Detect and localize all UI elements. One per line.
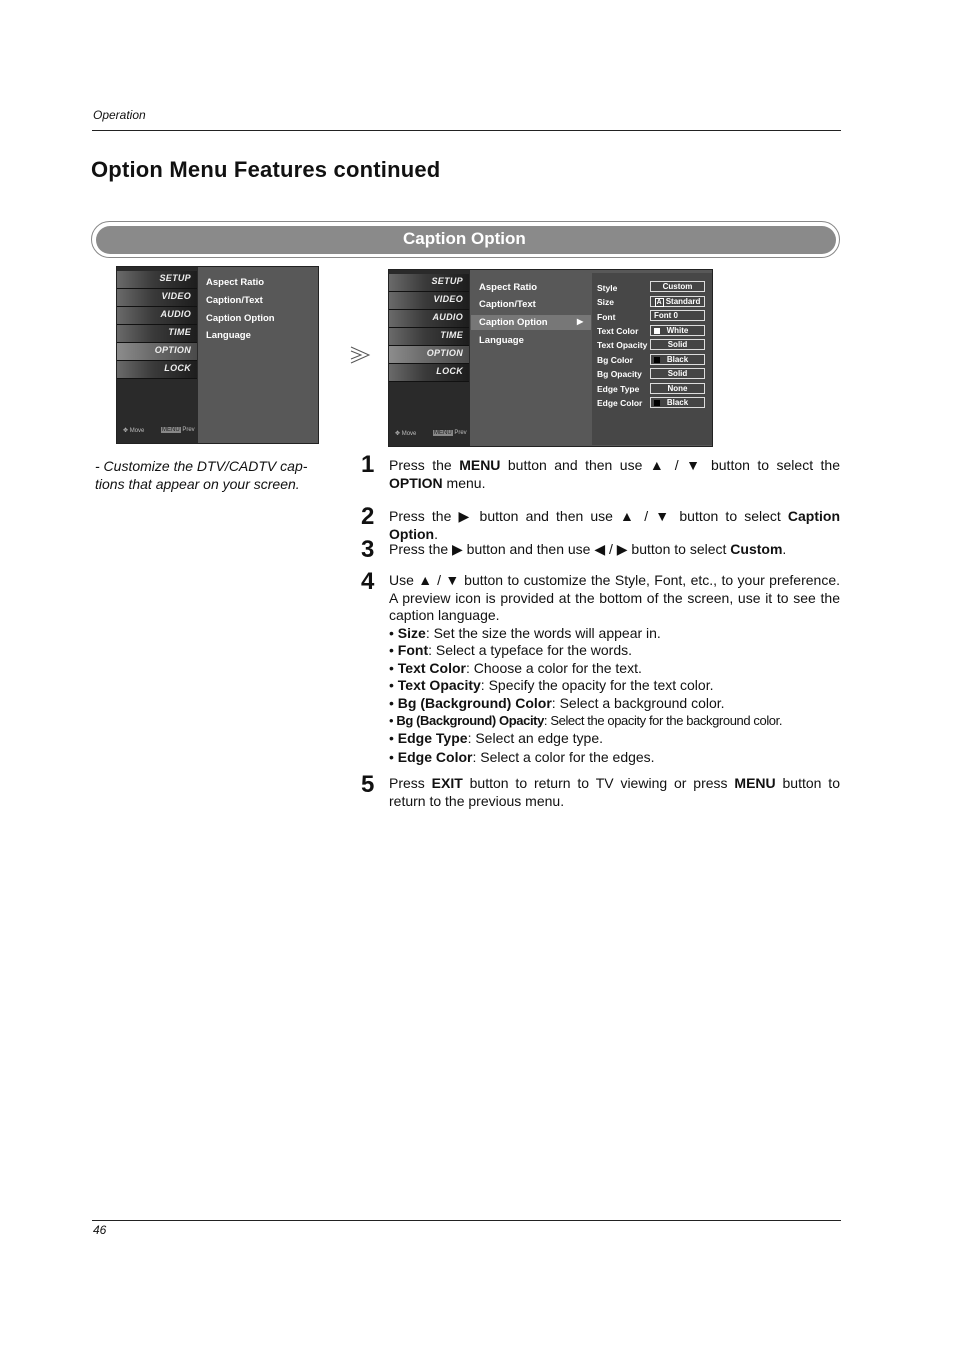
- sidebar-item-audio: AUDIO: [389, 310, 469, 328]
- step-2-text: Press the ▶ button and then use ▲ / ▼ button to select Caption Option.: [389, 508, 840, 542]
- submenu-value-edge-type: None: [650, 383, 705, 394]
- submenu-value-size: A Standard: [650, 296, 705, 307]
- submenu-value-style: Custom: [650, 281, 705, 292]
- sidebar-item-option: OPTION: [117, 343, 197, 361]
- sidebar-item-video: VIDEO: [117, 289, 197, 307]
- sidebar-item-video: VIDEO: [389, 292, 469, 310]
- menu-item-aspect-ratio: Aspect Ratio: [206, 277, 265, 288]
- submenu-label-style: Style: [597, 283, 618, 293]
- osd-sidebar: [117, 267, 198, 443]
- submenu-label-text-color: Text Color: [597, 326, 639, 336]
- list-item: • Text Color: Choose a color for the text.: [389, 659, 642, 676]
- color-swatch: [654, 357, 660, 363]
- submenu-label-edge-color: Edge Color: [597, 398, 643, 408]
- submenu-value-bg-color: Black: [650, 354, 705, 365]
- list-item: • Size: Set the size the words will appear in.: [389, 624, 661, 641]
- page-title: Option Menu Features continued: [91, 157, 441, 182]
- submenu-label-size: Size: [597, 297, 615, 307]
- menu-item-caption-option: Caption Option: [479, 317, 548, 328]
- submenu-label-font: Font: [597, 312, 616, 322]
- step-1-text: Press the MENU button and then use ▲ / ▼ button to select the OPTION menu.: [389, 457, 841, 491]
- text-size-icon: A: [656, 299, 662, 306]
- submenu-value-font: Font 0: [650, 310, 705, 321]
- list-item: • Text Opacity: Specify the opacity for the text color.: [389, 677, 714, 693]
- sidebar-item-audio: AUDIO: [117, 307, 197, 325]
- step-5-text: Press EXIT button to return to TV viewing or press MENU button to return to the previous menu.: [389, 775, 840, 809]
- step-number: 5: [361, 771, 375, 798]
- submenu-value-text-color: White: [650, 325, 705, 336]
- submenu-label-text-opacity: Text Opacity: [597, 340, 648, 350]
- menu-item-caption-text: Caption/Text: [479, 299, 536, 310]
- submenu-label-bg-color: Bg Color: [597, 355, 633, 365]
- list-item: • Bg (Background) Color: Select a background color.: [389, 694, 725, 711]
- step-3-text: Press the ▶ button and then use ◀ / ▶ button to select Custom.: [389, 541, 787, 557]
- sidebar-item-time: TIME: [389, 328, 469, 346]
- move-hint: ✥ Move: [123, 428, 145, 434]
- prev-hint: MENU Prev: [162, 427, 195, 433]
- osd-screen-option-menu: [116, 266, 319, 444]
- sidebar-item-setup: SETUP: [389, 274, 469, 292]
- step-4-intro: Use ▲ / ▼ button to customize the Style, Font, etc., to your preference. A preview icon is provided at the bottom of the screen, use it to see the caption language.: [389, 572, 840, 623]
- footer-rule: [92, 1220, 841, 1221]
- submenu-value-edge-color: Black: [650, 397, 705, 408]
- menu-item-caption-option: Caption Option: [206, 313, 275, 324]
- step-number: 2: [361, 503, 375, 530]
- step-number: 3: [361, 536, 375, 563]
- sidebar-item-lock: LOCK: [389, 364, 469, 382]
- sidebar-item-option: OPTION: [389, 346, 469, 364]
- menu-item-aspect-ratio: Aspect Ratio: [479, 282, 538, 293]
- color-swatch: [654, 400, 660, 406]
- submenu-label-edge-type: Edge Type: [597, 384, 640, 394]
- step-number: 4: [361, 568, 375, 595]
- caption-note: - Customize the DTV/CADTV cap-tions that appear on your screen.: [95, 458, 308, 492]
- menu-item-language: Language: [479, 335, 524, 346]
- prev-hint: MENU Prev: [434, 430, 467, 436]
- menu-item-language: Language: [206, 330, 251, 341]
- menu-item-caption-text: Caption/Text: [206, 295, 263, 306]
- osd-sidebar: [389, 270, 470, 446]
- color-swatch: [654, 328, 660, 334]
- step-4-text: [389, 572, 840, 767]
- move-hint: ✥ Move: [395, 431, 417, 437]
- header-rule: [92, 130, 841, 131]
- page-number: 46: [93, 1223, 107, 1237]
- play-right-icon: ▶: [577, 317, 584, 326]
- chevron-right-icon: [349, 345, 373, 365]
- list-item: • Edge Color: Select a color for the edges.: [389, 749, 655, 765]
- list-item: • Edge Type: Select an edge type.: [389, 729, 603, 746]
- sidebar-item-setup: SETUP: [117, 271, 197, 289]
- section-label: Operation: [93, 108, 146, 122]
- list-item: • Font: Select a typeface for the words.: [389, 642, 633, 658]
- submenu-value-text-opacity: Solid: [650, 339, 705, 350]
- submenu-label-bg-opacity: Bg Opacity: [597, 369, 642, 379]
- submenu-value-bg-opacity: Solid: [650, 368, 705, 379]
- sidebar-item-time: TIME: [117, 325, 197, 343]
- list-item: • Bg (Background) Opacity: Select the opacity for the background color.: [389, 713, 783, 728]
- step-number: 1: [361, 451, 375, 478]
- sidebar-item-lock: LOCK: [117, 361, 197, 379]
- banner-title: Caption Option: [403, 229, 526, 248]
